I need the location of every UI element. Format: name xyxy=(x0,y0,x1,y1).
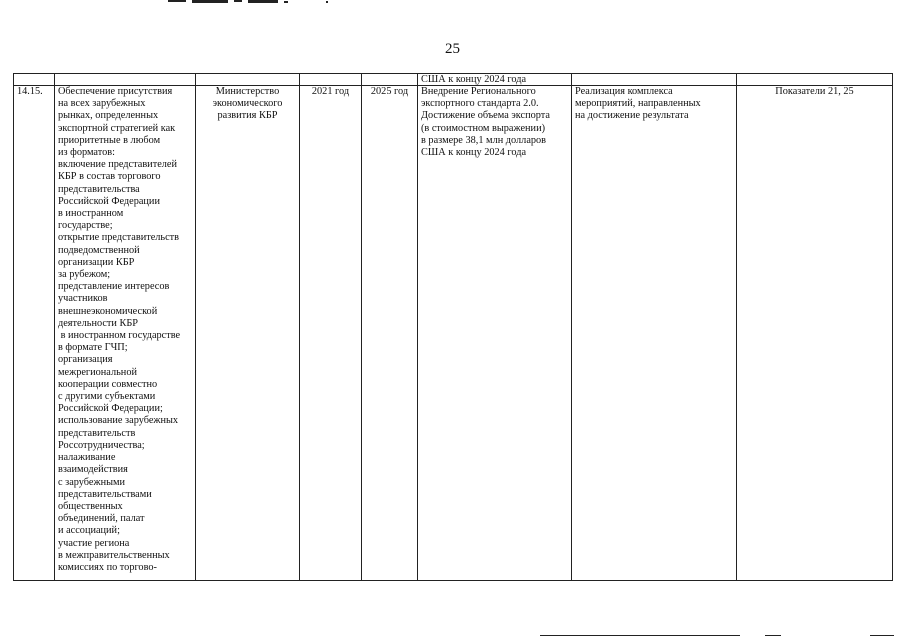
result-text-line: (в стоимостном выражении) xyxy=(421,122,546,134)
measure-text-line: организация xyxy=(58,354,113,366)
measure-text-line: в иностранном государстве xyxy=(58,330,181,342)
measure-text-line: из форматов: xyxy=(58,147,115,159)
result-cell xyxy=(418,86,572,581)
measure-text-line: в иностранном xyxy=(58,208,124,220)
measure-text-line: Россотрудничества; xyxy=(58,439,145,451)
result-text-line: экспортного стандарта 2.0. xyxy=(421,98,539,110)
footer-rule-long xyxy=(540,635,740,636)
cont-result-cell: США к концу 2024 года xyxy=(418,74,572,86)
measure-text-line: Обеспечение присутствия xyxy=(58,86,173,97)
measure-text-line: представление интересов xyxy=(58,281,170,293)
end-year-cell: 2025 год xyxy=(362,86,418,581)
measure-text-line: с другими субъектами xyxy=(58,391,156,403)
executor-cell xyxy=(196,86,300,581)
measure-text-line: представительств xyxy=(58,427,136,439)
measure-text-line: объединений, палат xyxy=(58,513,145,525)
measure-text-line: с зарубежными xyxy=(58,476,126,488)
measure-text-line: КБР в состав торгового xyxy=(58,171,161,183)
measure-text-line: межрегиональной xyxy=(58,366,137,378)
result-text-line: в размере 38,1 млн долларов xyxy=(421,134,547,146)
measure-text-line: подведомственной xyxy=(58,244,140,256)
measure-text-line: приоритетные в любом xyxy=(58,134,161,146)
executor-text-line: экономического xyxy=(212,98,283,110)
measure-text-line: за рубежом; xyxy=(58,269,111,281)
cont-measure-cell xyxy=(55,74,196,86)
cont-indicators-cell xyxy=(737,74,893,86)
measure-text-line: комиссиях по торгово- xyxy=(58,561,157,573)
measure-text-line: деятельности КБР xyxy=(58,317,139,329)
measure-text-line: участников xyxy=(58,293,108,305)
expected-text-line: мероприятий, направленных xyxy=(575,98,701,110)
measures-table xyxy=(13,73,893,581)
cont-executor-cell xyxy=(196,74,300,86)
measure-text-line: организации КБР xyxy=(58,256,135,268)
measure-text-line: включение представителей xyxy=(58,159,177,171)
row-number-cell: 14.15. xyxy=(14,86,55,581)
measure-text-line: представительства xyxy=(58,183,140,195)
measure-text-line: использование зарубежных xyxy=(58,415,179,427)
measure-text-line: в формате ГЧП; xyxy=(58,342,128,354)
measure-text-line: рынках, определенных xyxy=(58,110,159,122)
measure-text-line: Российской Федерации; xyxy=(58,403,163,415)
table-row xyxy=(14,86,893,581)
result-text-line: Достижение объема экспорта xyxy=(421,110,550,122)
measure-text-line: Российской Федерации xyxy=(58,195,160,207)
footer-rule-short xyxy=(765,635,781,636)
measure-text-line: в межправительственных xyxy=(58,549,170,561)
executor-text-line: развития КБР xyxy=(217,110,278,122)
continuation-row xyxy=(14,74,893,86)
expected-outcome-cell xyxy=(572,86,737,581)
measure-description-cell xyxy=(55,86,196,581)
cont-end-cell xyxy=(362,74,418,86)
page-number: 25 xyxy=(445,41,460,57)
start-year-cell: 2021 год xyxy=(300,86,362,581)
measure-text-line: кооперации совместно xyxy=(58,378,158,390)
cont-start-cell xyxy=(300,74,362,86)
cont-expected-cell xyxy=(572,74,737,86)
expected-text-line: на достижение результата xyxy=(575,110,689,122)
measure-text-line: и ассоциаций; xyxy=(58,525,120,537)
result-text-line: Внедрение Регионального xyxy=(421,86,536,97)
measure-text-line: экспортной стратегией как xyxy=(58,122,176,134)
expected-text-line: Реализация комплекса xyxy=(575,86,673,97)
indicators-cell: Показатели 21, 25 xyxy=(737,86,893,581)
result-text-line: США к концу 2024 года xyxy=(421,147,527,159)
footer-rule-right xyxy=(870,635,894,636)
measure-text-line: участие региона xyxy=(58,537,130,549)
executor-text-line: Министерство xyxy=(215,86,280,97)
measure-text-line: открытие представительств xyxy=(58,232,180,244)
measure-text-line: на всех зарубежных xyxy=(58,98,146,110)
measure-text-line: представительствами xyxy=(58,488,152,500)
measure-text-line: государстве; xyxy=(58,220,113,232)
measure-text-line: взаимодействия xyxy=(58,464,128,476)
header-scribble-mark xyxy=(168,0,328,4)
cont-num-cell xyxy=(14,74,55,86)
measure-text-line: налаживание xyxy=(58,452,116,464)
measure-text-line: внешнеэкономической xyxy=(58,305,158,317)
measure-text-line: общественных xyxy=(58,500,123,512)
